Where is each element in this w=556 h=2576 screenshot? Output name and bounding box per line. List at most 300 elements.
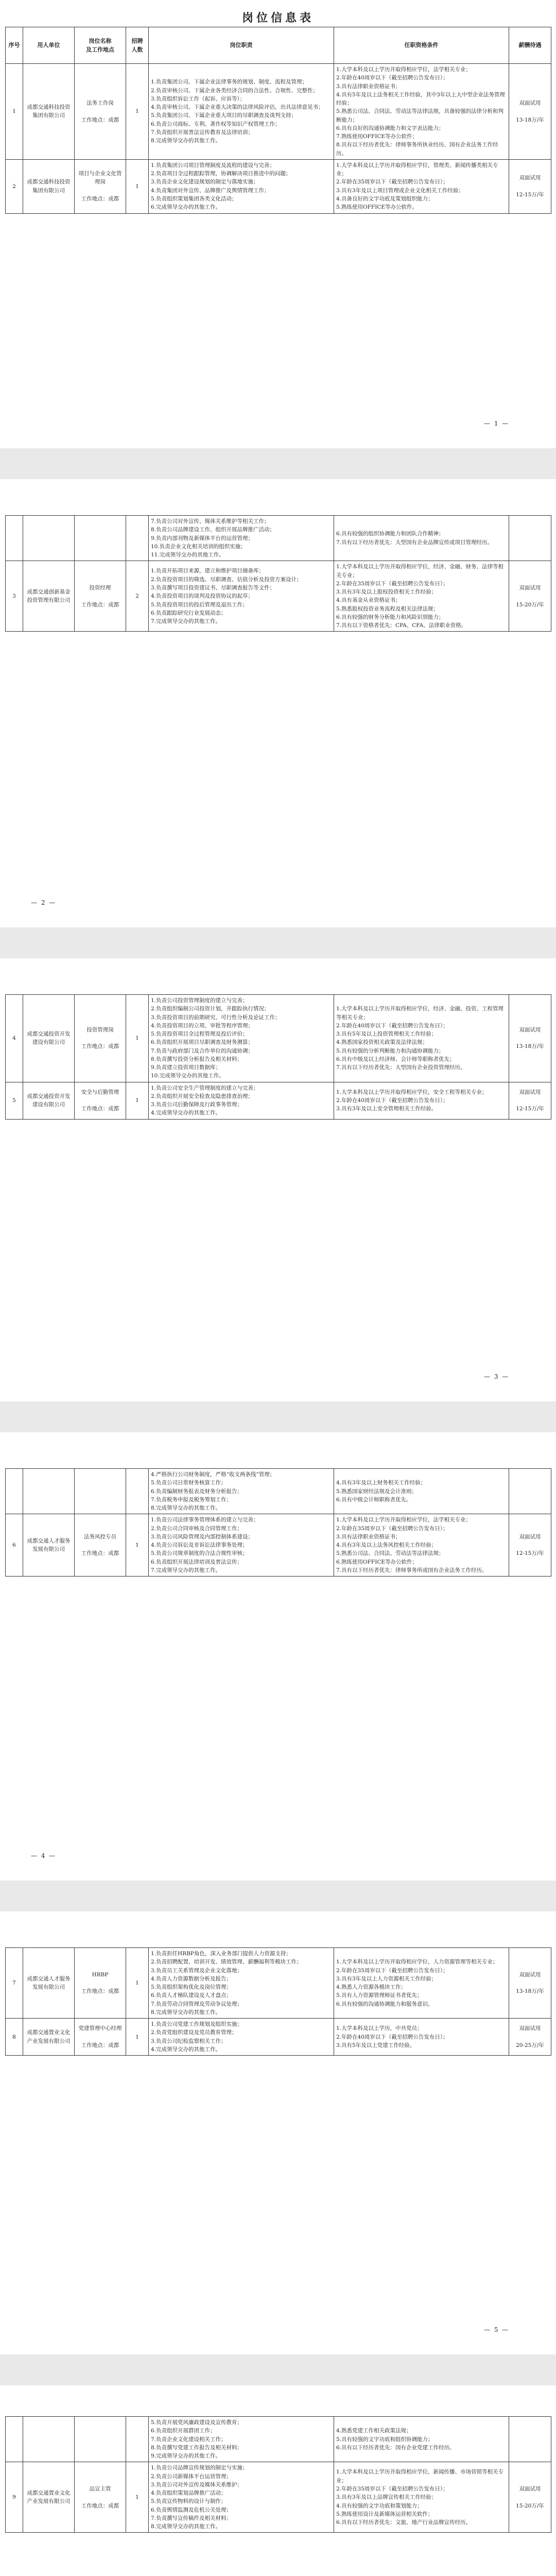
- job-table-page-2: [5, 515, 551, 632]
- duty-item: 9.负责内部刊物及新媒体平台的运营管理；: [151, 535, 254, 541]
- table-row: [6, 995, 551, 1082]
- requirement-item: 5.熟练使用OFFICE等办公软件。: [336, 204, 418, 211]
- requirement-item: 7.熟练使用OFFICE等办公软件；: [336, 133, 418, 140]
- duty-item: 4.负责投资项目的立项、审批等程序管理；: [151, 1022, 254, 1029]
- row-number: [6, 516, 23, 561]
- duties-cell: [149, 1469, 334, 1514]
- requirements-cell: [334, 2462, 509, 2533]
- duty-item: 1.负责开拓项目来源，建立和维护项目储备库；: [151, 568, 265, 574]
- requirement-item: 6.具有中级及以上经济师、会计师等职称者优先；: [336, 1056, 455, 1062]
- duty-item: 6.负责人才梯队建设及人才盘点；: [151, 1992, 232, 1999]
- position-text: 品宣主管: [89, 2485, 111, 2492]
- duty-item: 1.负责公司品牌宣传规划的制定与实施；: [151, 2465, 248, 2471]
- requirement-item: 1.大学本科及以上学历并取得相应学位，经济、金融、投资、工程管理等相关专业；: [336, 1006, 504, 1021]
- requirement-item: 2.年龄在40周岁以下（截至招聘公告发布日）；: [336, 1022, 448, 1029]
- page-gap: [0, 448, 556, 479]
- requirements-cell: [334, 1948, 509, 2019]
- requirement-item: 3.具有法律职业资格证书；: [336, 1533, 401, 1540]
- salary-text: [511, 2033, 549, 2041]
- duty-item: 7.负责与政府部门及合作单位的沟通协调；: [151, 1047, 254, 1054]
- employer-cell: [23, 2417, 75, 2462]
- duty-item: 11.完成领导交办的其他工作。: [151, 552, 224, 558]
- employer-cell: 成都交通置业文化产业发展有限公司: [23, 2019, 75, 2056]
- salary-text: [511, 107, 549, 115]
- duties-cell: [149, 2019, 334, 2056]
- duty-item: 8.负责撰写投资分析报告及相关材料；: [151, 1056, 243, 1062]
- salary-cell: [509, 2417, 551, 2462]
- position-cell: [75, 2462, 126, 2533]
- duty-item: 6.负责组织开展法律培训及普法宣传；: [151, 1558, 243, 1565]
- requirement-item: 4.具备良好的文字功底及策划组织能力；: [336, 195, 433, 202]
- duty-item: 1.负责集团公司、下属企业法律事务的规划、制度、流程及管理；: [151, 79, 308, 86]
- salary-text: 15-20万/年: [516, 601, 544, 608]
- salary-cell: [509, 2019, 551, 2056]
- requirement-item: 5.具有较强的文字功底和组织协调能力；: [336, 2436, 433, 2443]
- duty-item: 3.负责公司对外宣传及媒体关系维护；: [151, 2481, 243, 2488]
- requirement-item: 3.具有3年及以上项目管理或企业文化相关工作经验；: [336, 187, 464, 194]
- requirement-item: 2.年龄在35周岁以下（截至招聘公告发布日）；: [336, 179, 448, 185]
- table-row: [6, 2462, 551, 2533]
- duty-item: 7.完成领导交办的其他工作。: [151, 618, 221, 625]
- requirement-item: 1.大学本科及以上学历并取得相应学位，人力资源管理等相关专业；: [336, 1959, 498, 1965]
- salary-cell: [509, 1514, 551, 1577]
- position-cell: [75, 561, 126, 632]
- position-cell: [75, 2019, 126, 2056]
- requirement-item: 3.具有法律职业资格证书；: [336, 83, 401, 90]
- page-gap: [0, 927, 556, 958]
- requirement-item: 5.具有人力资源管理师证书者优先；: [336, 1992, 423, 1999]
- column-header-text: 岗位职责: [230, 42, 253, 49]
- requirement-item: 2.年龄在40周岁以下（截至招聘公告发布日）；: [336, 75, 448, 81]
- job-table-page-6: [5, 2416, 551, 2533]
- duty-item: 2.负责投资项目的筛选、尽职调查、估值分析及投资方案设计；: [151, 576, 302, 583]
- row-number: 2: [6, 159, 23, 213]
- position-text: [77, 1034, 124, 1042]
- headcount-cell: 1: [126, 2462, 149, 2533]
- duty-item: 4.负责投资项目的谈判及投资协议的起草；: [151, 593, 254, 600]
- duty-item: 7.负责税务申报及税务筹划工作；: [151, 1496, 232, 1503]
- position-text: HRBP: [92, 1971, 109, 1978]
- requirement-item: 1.大学本科及以上学历并取得相应学位，经济、金融、财务、法律等相关专业；: [336, 564, 504, 579]
- duty-item: 7.负责公司对外宣传、媒体关系维护等相关工作；: [151, 518, 270, 524]
- requirement-item: 5.熟悉公司法、合同法、劳动法等法律法规；: [336, 1550, 444, 1557]
- salary-text: [511, 592, 549, 600]
- headcount-cell: 2: [126, 561, 149, 632]
- duties-cell: [149, 2462, 334, 2533]
- requirement-item: 3.具有3年及以上股权投资相关工作经验；: [336, 589, 437, 596]
- salary-text: 双面试用: [519, 1089, 541, 1095]
- duty-item: 8.负责公司品牌建设工作，组织开展品牌推广活动；: [151, 527, 275, 533]
- salary-cell: [509, 159, 551, 213]
- row-number: 3: [6, 561, 23, 632]
- duty-item: 1.负责公司投资管理制度的建立与完善；: [151, 997, 248, 1004]
- position-text: [77, 1979, 124, 1987]
- duty-item: 8.负责撰写党建工作报告及相关材料；: [151, 2444, 243, 2451]
- headcount-cell: 1: [126, 2019, 149, 2056]
- requirements-cell: [334, 1082, 509, 1119]
- requirement-item: 2.年龄在35周岁以下（截至招聘公告发布日）；: [336, 1967, 448, 1974]
- requirement-item: 1.大学本科及以上学历并取得相应学位，法学相关专业；: [336, 66, 472, 73]
- requirement-item: 7.具有以下资格者优先：CPA、CFA、法律职业资格。: [336, 622, 467, 629]
- duty-item: 5.负责宣传物料的设计与制作；: [151, 2498, 227, 2505]
- duties-cell: [149, 1514, 334, 1577]
- requirement-item: 3.具有5年及以上投资管理相关工作经验；: [336, 1031, 437, 1038]
- duty-item: 3.负责企业文化建设规划的制定与落地实施；: [151, 179, 259, 185]
- salary-cell: [509, 516, 551, 561]
- salary-cell: [509, 2462, 551, 2533]
- duty-item: 1.负责担任HRBP角色，深入业务部门提供人力资源支持；: [151, 1951, 291, 1957]
- page-gap: [0, 1880, 556, 1911]
- salary-text: [511, 2493, 549, 2501]
- column-header: [149, 27, 334, 64]
- salary-text: 12-15万/年: [516, 191, 544, 198]
- duty-item: 1.负责公司安全生产管理制度的建立与完善；: [151, 1084, 259, 1091]
- salary-cell: [509, 1948, 551, 2019]
- duty-item: 5.负责投资项目的投后管理及退出工作；: [151, 601, 248, 608]
- table-row: [6, 1082, 551, 1119]
- duty-item: 5.负责公司规章制度的合法合规性审核；: [151, 1550, 248, 1557]
- column-header: [509, 27, 551, 64]
- duty-item: 3.负责员工关系管理及企业文化落地；: [151, 1967, 243, 1974]
- requirement-item: 2.年龄在35周岁以下（截至招聘公告发布日）；: [336, 1525, 448, 1532]
- duty-item: 3.负责公司纪检监察相关工作；: [151, 2038, 227, 2044]
- salary-text: 双面试用: [519, 2485, 541, 2492]
- duty-item: 9.负责建立投资项目数据库；: [151, 1064, 221, 1071]
- requirement-item: 4.具有较强的文字功底和策划能力；: [336, 2502, 423, 2509]
- requirements-cell: [334, 2019, 509, 2056]
- duty-item: 4.完成领导交办的其他工作。: [151, 2046, 221, 2053]
- duty-item: 2.负责公司合同审核及合同管理工作；: [151, 1525, 243, 1532]
- position-cell: [75, 1514, 126, 1577]
- page-number: — 1 —: [484, 420, 510, 427]
- salary-text: 双面试用: [519, 1533, 541, 1540]
- duties-cell: [149, 1948, 334, 2019]
- position-text: [77, 1096, 124, 1105]
- row-number: 4: [6, 995, 23, 1082]
- requirements-cell: [334, 1469, 509, 1514]
- duty-item: 6.负责跟踪研究行业发展动态；: [151, 609, 227, 616]
- requirement-item: 4.具有5年及以上法务相关工作经验，其中3年以上大中型企业法务管理经验；: [336, 91, 505, 107]
- duty-item: 5.负责集团公司、下属企业重大项目的尽职调查及谈判支持；: [151, 112, 297, 119]
- requirements-cell: [334, 561, 509, 632]
- requirement-item: 4.具有3年及以上法务风控相关工作经验；: [336, 1542, 437, 1549]
- position-text: 工作地点：成都: [81, 195, 119, 202]
- position-text: 法务工作岗: [86, 100, 114, 107]
- table-header-row: [6, 27, 551, 64]
- requirement-item: 6.具有中级会计师职称者优先。: [336, 1496, 412, 1503]
- duties-cell: [149, 159, 334, 213]
- requirement-item: 6.具有较强的组织协调能力和团队合作精神；: [336, 531, 444, 537]
- duty-item: 4.严格执行公司财务制度，严格“收支两条线”管理；: [151, 1471, 275, 1478]
- duty-item: 2.负责组织开展安全检查及隐患排查治理；: [151, 1093, 254, 1099]
- duty-item: 4.负责公司诉讼及非诉讼法律事务处理；: [151, 1542, 248, 1549]
- column-header-text: 人数: [131, 46, 143, 53]
- salary-cell: [509, 1082, 551, 1119]
- table-row: [6, 1514, 551, 1577]
- position-text: [77, 187, 124, 195]
- headcount-cell: 1: [126, 64, 149, 160]
- employer-cell: 成都交通投资开发建设有限公司: [23, 995, 75, 1082]
- duties-cell: [149, 2417, 334, 2462]
- salary-cell: [509, 561, 551, 632]
- salary-text: 20-25万/年: [516, 2042, 544, 2048]
- requirement-item: 4.熟悉国家投资相关政策及法律法规；: [336, 1039, 428, 1046]
- requirements-cell: [334, 516, 509, 561]
- duty-item: 3.负责组织诉讼工作（起诉、应诉等）；: [151, 95, 246, 102]
- table-row: [6, 1469, 551, 1514]
- headcount-cell: 1: [126, 1948, 149, 2019]
- position-text: 工作地点：成都: [81, 1043, 119, 1050]
- duties-cell: [149, 64, 334, 160]
- row-number: 9: [6, 2462, 23, 2533]
- duties-cell: [149, 1082, 334, 1119]
- duty-item: 2.负责审核公司、下属企业各类经济合同的合法性、合规性、完整性；: [151, 87, 319, 94]
- duty-item: 5.负责投资项目全过程管理及投后评价；: [151, 1031, 248, 1038]
- headcount-cell: [126, 2417, 149, 2462]
- employer-cell: 成都交通人才服务发展有限公司: [23, 1948, 75, 2019]
- duty-item: 5.负责公司日常财务核算工作；: [151, 1480, 227, 1486]
- requirement-item: 1.大学本科及以上学历并取得相应学位，安全工程等相关专业；: [336, 1089, 488, 1095]
- requirement-item: 6.具有以下经历者优先：国有企业党建工作经历。: [336, 2444, 455, 2451]
- salary-text: 双面试用: [519, 584, 541, 591]
- employer-cell: 成都交通投资开发建设有限公司: [23, 1082, 75, 1119]
- position-cell: [75, 1469, 126, 1514]
- duty-item: 4.负责审核公司、下属企业重大决策的法律风险评估，出具法律意见书；: [151, 104, 324, 111]
- position-text: [77, 1541, 124, 1549]
- position-text: 项目与企业文化管理岗: [78, 171, 122, 185]
- position-text: [77, 2493, 124, 2501]
- requirement-item: 3.具有3年及以上安全管理相关工作经验。: [336, 1106, 437, 1112]
- row-number: [6, 2417, 23, 2462]
- requirement-item: 6.具有较强的沟通协调能力和服务意识。: [336, 2001, 433, 2007]
- column-header-text: 任职资格条件: [404, 42, 439, 49]
- requirement-item: 6.具有较强的财务分析能力和风险识别能力；: [336, 614, 444, 620]
- duty-item: 6.负责组织开展项目尽职调查及财务测算；: [151, 1039, 254, 1046]
- employer-cell: [23, 516, 75, 561]
- position-text: 工作地点：成都: [81, 1106, 119, 1112]
- position-text: 工作地点：成都: [81, 116, 119, 123]
- salary-text: 13-18万/年: [516, 1043, 544, 1050]
- table-row: [6, 64, 551, 160]
- position-text: [77, 2033, 124, 2041]
- salary-cell: [509, 1469, 551, 1514]
- position-text: 工作地点：成都: [81, 2042, 119, 2048]
- column-header: [6, 27, 23, 64]
- page-number: — 5 —: [484, 2326, 510, 2333]
- duty-item: 5.负责开展党风廉政建设及宣传教育；: [151, 2419, 243, 2426]
- page-gap: [0, 2354, 556, 2385]
- requirement-item: 5.熟悉国家财经法规及会计准则；: [336, 1488, 418, 1495]
- column-header: [126, 27, 149, 64]
- duties-cell: [149, 516, 334, 561]
- position-text: [77, 592, 124, 600]
- headcount-cell: 1: [126, 1514, 149, 1577]
- employer-cell: 成都交通创新基金投资管理有限公司: [23, 561, 75, 632]
- column-header-text: 招聘: [131, 37, 143, 44]
- row-number: 1: [6, 64, 23, 160]
- duty-item: 6.负责公司商标、专利、著作权等知识产权管理工作；: [151, 121, 281, 127]
- job-table-page-5: [5, 1947, 551, 2056]
- requirement-item: 5.具有较强的分析判断能力和沟通协调能力；: [336, 1047, 444, 1054]
- position-text: 安全与后勤管理: [81, 1089, 119, 1095]
- duty-item: 6.完成领导交办的其他工作。: [151, 204, 221, 211]
- duty-item: 5.负责组织策划集团各类文化活动；: [151, 195, 237, 202]
- job-table-page-3: [5, 994, 551, 1120]
- salary-text: 双面试用: [519, 175, 541, 181]
- duty-item: 5.负责组织架构优化及岗位管理；: [151, 1984, 232, 1991]
- row-number: 8: [6, 2019, 23, 2056]
- duty-item: 3.负责公司风险管理及内部控制体系建设；: [151, 1533, 254, 1540]
- duty-item: 6.负责组织开展群团工作；: [151, 2428, 216, 2434]
- row-number: 5: [6, 1082, 23, 1119]
- salary-text: 双面试用: [519, 2025, 541, 2032]
- requirement-item: 1.大学本科及以上学历并取得相应学位，法学相关专业；: [336, 1517, 472, 1523]
- salary-text: [511, 1541, 549, 1549]
- page-gap: [0, 1401, 556, 1432]
- position-cell: [75, 159, 126, 213]
- requirement-item: 8.具有以下经历者优先：律师事务所执业经历、国有企业法务工作经历。: [336, 142, 498, 157]
- requirements-cell: [334, 1514, 509, 1577]
- requirement-item: 3.具有3年及以上人力资源相关工作经验；: [336, 1975, 437, 1982]
- requirement-item: 2.年龄在40周岁以下（截至招聘公告发布日）；: [336, 1097, 448, 1104]
- requirement-item: 6.熟练使用OFFICE等办公软件；: [336, 1558, 418, 1565]
- employer-cell: 成都交通科技投资集团有限公司: [23, 64, 75, 160]
- duty-item: 10.完成领导交办的其他工作。: [151, 1073, 224, 1079]
- duty-item: 7.负责组织开展普法宣传教育及法律培训；: [151, 129, 254, 135]
- duty-item: 8.完成领导交办的其他工作。: [151, 138, 221, 144]
- duty-item: 4.负责组织策划品牌推广活动；: [151, 2490, 227, 2497]
- headcount-cell: 1: [126, 159, 149, 213]
- duty-item: 8.完成领导交办的其他工作。: [151, 1505, 221, 1512]
- salary-text: 双面试用: [519, 1971, 541, 1978]
- salary-text: [511, 1034, 549, 1042]
- salary-text: 15-20万/年: [516, 2502, 544, 2509]
- position-text: 法务风控专员: [84, 1533, 116, 1540]
- duty-item: 1.负责集团公司项目管理制度及流程的建设与完善；: [151, 162, 275, 168]
- job-table-page-4: [5, 1468, 551, 1577]
- salary-text: 13-18万/年: [516, 116, 544, 123]
- salary-text: 12-15万/年: [516, 1106, 544, 1112]
- position-text: 投资管理岗: [86, 1026, 114, 1033]
- requirement-item: 5.熟练使用设计及新媒体运营相关软件；: [336, 2511, 433, 2517]
- requirements-cell: [334, 995, 509, 1082]
- table-row: [6, 2417, 551, 2462]
- requirements-cell: [334, 2417, 509, 2462]
- duty-item: 2.负责公司新媒体平台运营管理；: [151, 2473, 232, 2480]
- column-header-text: 序号: [8, 42, 20, 49]
- page-number: — 2 —: [31, 899, 57, 906]
- salary-text: [511, 1096, 549, 1105]
- headcount-cell: [126, 1469, 149, 1514]
- requirement-item: 4.熟悉党建工作相关政策法规；: [336, 2428, 412, 2434]
- duty-item: 7.完成领导交办的其他工作。: [151, 1567, 221, 1573]
- headcount-cell: [126, 516, 149, 561]
- salary-text: 13-18万/年: [516, 1988, 544, 1995]
- duty-item: 7.负责撰写宣传稿件及相关材料；: [151, 2515, 232, 2521]
- column-header: [75, 27, 126, 64]
- duty-item: 4.负责集团对外宣传、品牌推广及舆情管理工作；: [151, 187, 270, 194]
- position-text: 投资经理: [89, 584, 111, 591]
- row-number: 7: [6, 1948, 23, 2019]
- duty-item: 10.负责企业文化相关培训的组织实施；: [151, 543, 246, 550]
- duty-item: 1.负责公司党建工作规划及组织实施；: [151, 2021, 243, 2028]
- document-title: 岗位信息表: [241, 11, 314, 25]
- salary-text: [511, 1979, 549, 1987]
- table-row: [6, 561, 551, 632]
- requirement-item: 2.年龄在35周岁以下（截至招聘公告发布日）；: [336, 2485, 448, 2492]
- position-text: 工作地点：成都: [81, 601, 119, 608]
- requirement-item: 7.具有以下经历者优先：大型国有企业投资管理经历。: [336, 1064, 466, 1071]
- position-text: 工作地点：成都: [81, 1550, 119, 1557]
- position-cell: [75, 1948, 126, 2019]
- position-cell: [75, 64, 126, 160]
- requirement-item: 3.具有3年及以上品牌宣传相关工作经验；: [336, 2494, 437, 2501]
- duty-item: 2.负责组织编制公司投资计划，并跟踪执行情况；: [151, 1006, 270, 1012]
- row-number: [6, 1469, 23, 1514]
- position-text: [77, 107, 124, 115]
- position-cell: [75, 516, 126, 561]
- column-header: [334, 27, 509, 64]
- requirement-item: 1.大学本科及以上学历并取得相应学位，新闻传播、市场营销等相关专业；: [336, 2469, 504, 2484]
- requirement-item: 3.具有5年及以上党建工作经验。: [336, 2042, 415, 2048]
- requirement-item: 7.具有以下经历者优先：大型国有企业品牌宣传或项目管理经历。: [336, 539, 493, 546]
- duty-item: 3.负责投资项目的前期研究、可行性分析及论证工作；: [151, 1014, 281, 1021]
- requirement-item: 4.具有基金从业资格证书；: [336, 597, 401, 604]
- duties-cell: [149, 561, 334, 632]
- page-number: — 3 —: [484, 1373, 510, 1380]
- requirement-item: 5.熟悉股权投资业务流程及相关法律法规；: [336, 605, 439, 612]
- duty-item: 9.完成领导交办的其他工作。: [151, 2453, 221, 2460]
- requirement-item: 2.年龄在40周岁以下（截至招聘公告发布日）；: [336, 2033, 448, 2040]
- requirement-item: 1.大学本科及以上学历，中共党员；: [336, 2025, 423, 2032]
- requirement-item: 4.熟悉人力资源各模块工作；: [336, 1984, 407, 1991]
- position-text: 工作地点：成都: [81, 2502, 119, 2509]
- duties-cell: [149, 995, 334, 1082]
- column-header-text: 用人单位: [37, 42, 60, 49]
- salary-text: 双面试用: [519, 100, 541, 107]
- requirement-item: 1.大学本科及以上学历并取得相应学位，管理类、新闻传播类相关专业；: [336, 162, 498, 177]
- duty-item: 4.负责人力资源数据分析及报告；: [151, 1975, 232, 1982]
- requirement-item: 2.年龄在35周岁以下（截至招聘公告发布日）；: [336, 580, 448, 587]
- headcount-cell: 1: [126, 1082, 149, 1119]
- headcount-cell: 1: [126, 995, 149, 1082]
- requirements-cell: [334, 64, 509, 160]
- position-cell: [75, 2417, 126, 2462]
- position-cell: [75, 1082, 126, 1119]
- table-row: [6, 159, 551, 213]
- employer-cell: 成都交通科技投资集团有限公司: [23, 159, 75, 213]
- position-text: 工作地点：成都: [81, 1988, 119, 1995]
- position-text: 党建管理中心经理: [78, 2025, 122, 2032]
- row-number: 6: [6, 1514, 23, 1577]
- table-row: [6, 1948, 551, 2019]
- requirement-item: 6.具有以下经历者优先：文旅、地产行业品牌宣传经历。: [336, 2519, 472, 2526]
- duty-item: 4.完成领导交办的其他工作。: [151, 1110, 221, 1116]
- duty-item: 6.负责舆情监测及危机公关处理；: [151, 2506, 232, 2513]
- duty-item: 3.负责撰写项目投资建议书、尽职调查报告等文件；: [151, 584, 275, 591]
- employer-cell: 成都交通置业文化产业发展有限公司: [23, 2462, 75, 2533]
- duty-item: 1.负责公司法律事务管理体系的建立与完善；: [151, 1517, 259, 1523]
- salary-cell: [509, 995, 551, 1082]
- duty-item: 7.负责劳动合同管理及劳动争议处理；: [151, 2001, 243, 2007]
- column-header-text: 及工作地点: [86, 46, 114, 53]
- requirement-item: 7.具有以下经历者优先：律师事务所或国有企业法务工作经历。: [336, 1567, 488, 1573]
- employer-cell: [23, 1469, 75, 1514]
- duty-item: 2.负责项目全过程跟踪管理，协调解决项目推进中的问题；: [151, 171, 291, 177]
- salary-cell: [509, 64, 551, 160]
- salary-text: 12-15万/年: [516, 1550, 544, 1557]
- salary-text: 双面试用: [519, 1026, 541, 1033]
